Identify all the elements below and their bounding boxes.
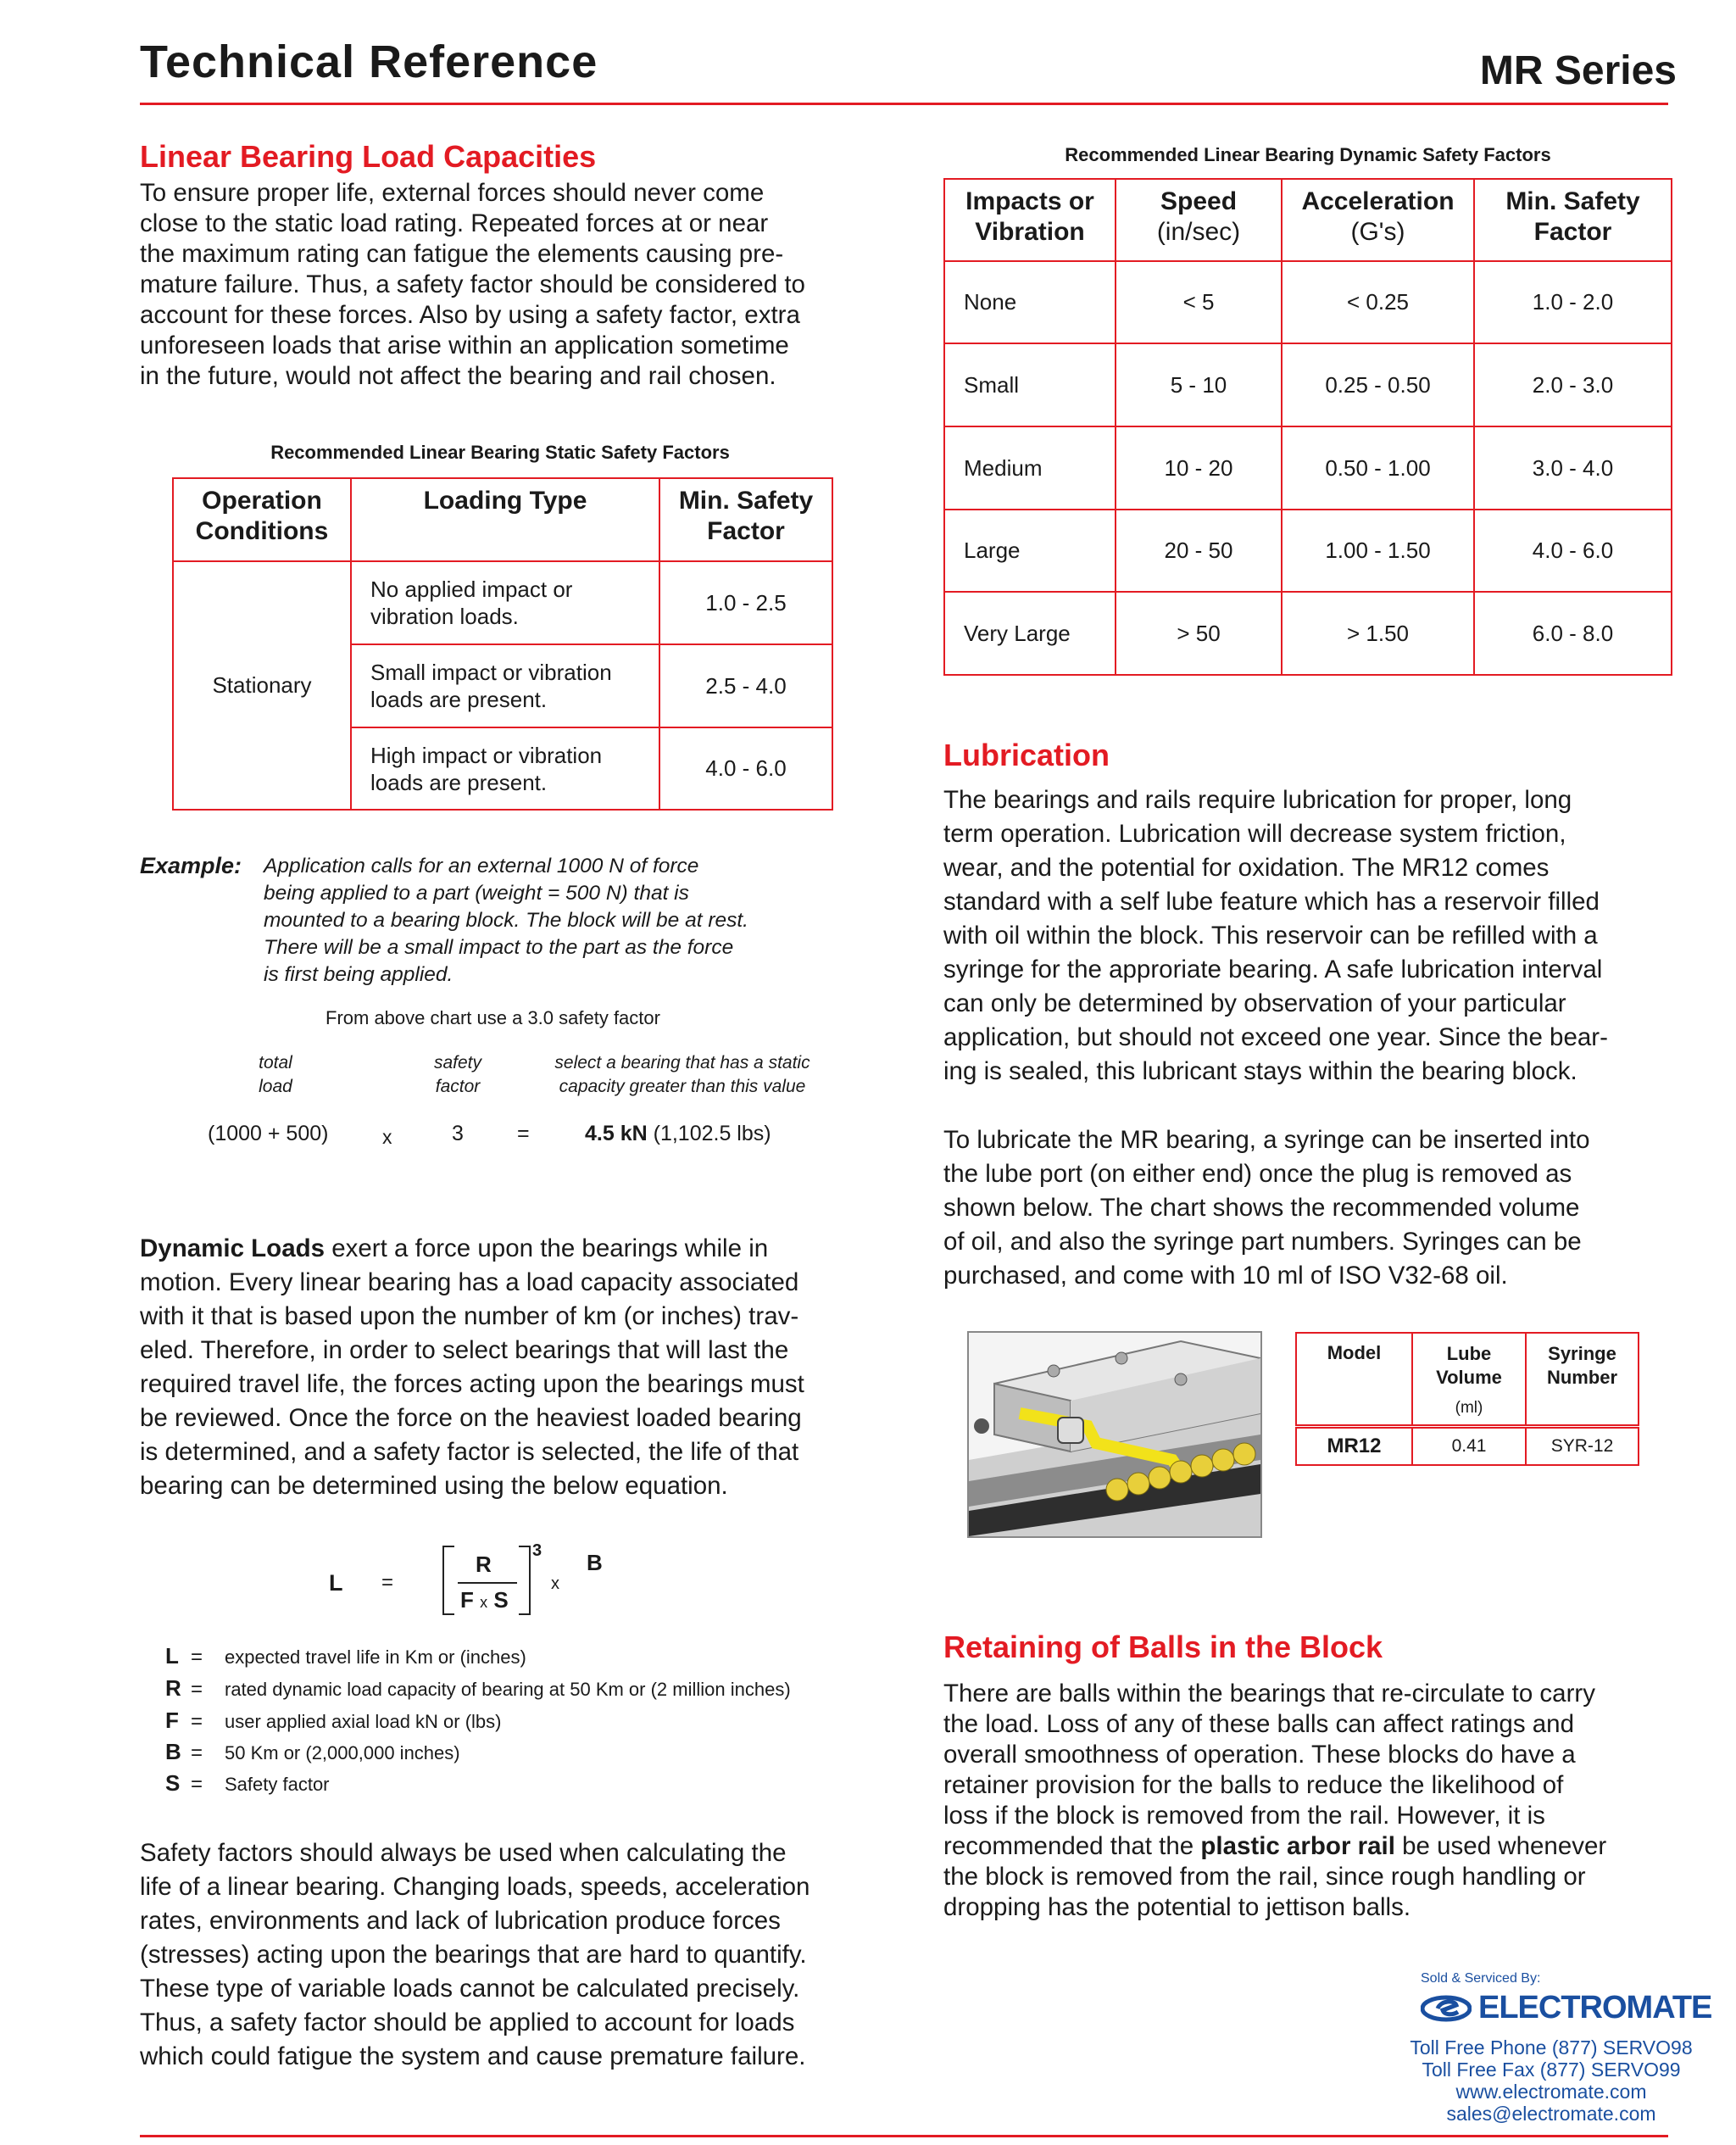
brand-name: ELECTROMATE <box>1478 1990 1712 2025</box>
dynamic-header: Speed (in/sec) <box>1116 179 1282 261</box>
eq-L: L <box>329 1570 343 1596</box>
lube-table <box>1295 1332 1639 1466</box>
dynamic-header: Min. Safety Factor <box>1474 179 1672 261</box>
lubrication-paragraph-1: The bearings and rails require lubrication for proper, long term operation. Lubrication will decrease system friction, wear, and the potential for oxidation. The MR12 comes standard with a self lube feature which has a reservoir filled with oil within the block. This reservoir can be refilled with a syringe for the approriate bearing. A safe lubrication interval can only be determined by observation of your particular application, but should not exceed one year. Since the bear- ing is sealed, this lubricant stays within the bearing block. <box>943 786 1608 1085</box>
dynamic-safety-table <box>943 178 1672 676</box>
definition-row: L = expected travel life in Km or (inches) <box>165 1643 526 1669</box>
eq-bracket-left <box>442 1546 454 1615</box>
example-label: Example: <box>140 853 242 878</box>
eq-R: R <box>476 1552 492 1577</box>
eq-B: B <box>587 1550 603 1575</box>
header-rule <box>140 103 1668 105</box>
calc-load: (1000 + 500) <box>208 1122 329 1145</box>
definition-row: F = user applied axial load kN or (lbs) <box>165 1708 502 1733</box>
eq-times-outer: x <box>551 1574 559 1593</box>
table-row: Medium 10 - 20 0.50 - 1.00 3.0 - 4.0 <box>944 426 1672 510</box>
static-row-factor: 2.5 - 4.0 <box>659 644 832 727</box>
footer-rule <box>140 2135 1668 2137</box>
lube-header-volume: Lube Volume (ml) <box>1412 1333 1526 1426</box>
static-header-loading: Loading Type <box>351 478 659 561</box>
static-table-caption: Recommended Linear Bearing Static Safety Factors <box>270 442 730 463</box>
dynamic-table-caption: Recommended Linear Bearing Dynamic Safety Factors <box>1065 144 1551 165</box>
intro-paragraph: To ensure proper life, external forces should never come close to the static load rating. Repeated forces at or near the maximum rating can fatigue the elements causing pre- mature failure. Thus, a safety factor should be considered to account for these forces. Also by using a safety factor, extra unforeseen loads that arise within an application sometime in the future, would not affect the bearing and rail chosen. <box>140 179 805 390</box>
retaining-bold-term: plastic arbor rail <box>1200 1832 1395 1860</box>
eq-exponent: 3 <box>532 1541 542 1560</box>
safety-factor-paragraph: Safety factors should always be used when calculating the life of a linear bearing. Changing loads, speeds, acceleration rates, environments and lack of lubrication produce forces (stresses) acting upon the bearings that are hard to quantify. These type of variable loads cannot be calculated precisely. Thus, a safety factor should be applied to account for loads which could fatigue the system and cause premature failure. <box>140 1839 810 2070</box>
retaining-paragraph: There are balls within the bearings that re-circulate to carry the load. Loss of any of these balls can affect ratings and overall smoothness of operation. These blocks do have a retainer provision for the balls to reduce the likelihood of loss if the block is removed from the rail. However, it is recommended that the plastic arbor rail be used whenever the block is removed from the rail, since rough handling or dropping has the potential to jettison balls. <box>943 1680 1607 1921</box>
definition-row: R = rated dynamic load capacity of bearing at 50 Km or (2 million inches) <box>165 1675 791 1701</box>
toll-free-phone: Toll Free Phone (877) SERVO98 <box>1410 2036 1693 2059</box>
calc-result-lbs: (1,102.5 lbs) <box>653 1122 771 1145</box>
lubrication-paragraph-2: To lubricate the MR bearing, a syringe can be inserted into the lube port (on either end) once the plug is removed as shown below. The chart shows the recommended volume of oil, and also the syringe part numbers. Syringes can be purchased, and come with 10 ml of ISO V32-68 oil. <box>943 1126 1590 1290</box>
static-condition-stationary: Stationary <box>173 561 351 810</box>
calc-result <box>585 1122 771 1146</box>
dynamic-header: Impacts or Vibration <box>944 179 1116 261</box>
series-label: MR Series <box>1479 48 1677 93</box>
table-row: MR12 0.41 SYR-12 <box>1296 1426 1639 1465</box>
page-title: Technical Reference <box>140 36 598 87</box>
static-safety-table <box>172 477 833 811</box>
static-header-conditions: Operation Conditions <box>173 478 351 561</box>
static-row-loading: Small impact or vibration loads are present. <box>351 644 659 727</box>
definition-row: B = 50 Km or (2,000,000 inches) <box>165 1739 460 1764</box>
eq-S: S <box>493 1587 509 1613</box>
table-row: Small 5 - 10 0.25 - 0.50 2.0 - 3.0 <box>944 343 1672 426</box>
dynamic-loads-lead: Dynamic Loads <box>140 1234 326 1262</box>
eq-fraction-bar <box>458 1582 517 1584</box>
calc-label-total: total load <box>259 1053 292 1096</box>
eq-denominator <box>460 1587 509 1613</box>
sold-by-label: Sold & Serviced By: <box>1421 1971 1541 1986</box>
lube-header-syringe: Syringe Number <box>1526 1333 1639 1426</box>
dynamic-loads-paragraph <box>140 1232 903 1503</box>
bearing-cutaway-image <box>969 1333 1260 1536</box>
section-heading-retaining: Retaining of Balls in the Block <box>943 1630 1383 1664</box>
email-link[interactable]: sales@electromate.com <box>1446 2103 1656 2125</box>
eq-times-inner: x <box>480 1594 488 1611</box>
calc-equals: = <box>517 1122 530 1145</box>
electromate-logo <box>1421 1990 1712 2029</box>
static-row-factor: 4.0 - 6.0 <box>659 727 832 810</box>
table-row: Very Large > 50 > 1.50 6.0 - 8.0 <box>944 592 1672 675</box>
calc-result-kn: 4.5 kN <box>585 1122 648 1145</box>
static-header-factor: Min. Safety Factor <box>659 478 832 561</box>
toll-free-fax: Toll Free Fax (877) SERVO99 <box>1422 2059 1681 2081</box>
website-link[interactable]: www.electromate.com <box>1455 2081 1647 2103</box>
definition-row: S = Safety factor <box>165 1770 330 1796</box>
calc-factor: 3 <box>452 1122 464 1145</box>
lube-header-model: Model <box>1296 1333 1412 1426</box>
example-chart-note: From above chart use a 3.0 safety factor <box>326 1007 660 1028</box>
eq-equals: = <box>381 1571 394 1594</box>
example-text: Application calls for an external 1000 N of force being applied to a part (weight = 500 N) that is mounted to a bearing block. The block will be at rest. There will be a small impact to the part as the force is first being applied. <box>264 855 748 986</box>
bearing-illustration <box>967 1331 1262 1538</box>
static-row-loading: No applied impact or vibration loads. <box>351 561 659 644</box>
calc-label-select: select a bearing that has a static capacity greater than this value <box>554 1053 810 1096</box>
eq-bracket-right <box>519 1546 531 1615</box>
section-heading-lubrication: Lubrication <box>943 738 1110 772</box>
dynamic-loads-text: exert a force upon the bearings while in motion. Every linear bearing has a load capacity associated with it that is based upon the number of km (or inches) trav- eled. Therefore, in order to select bearings that will last the required travel life, the forces acting upon the bearings must be reviewed. Once the force on the heaviest loaded bearing is determined, and a safety factor is selected, the life of that bearing can be determined using the below equation. <box>140 1234 804 1500</box>
section-heading-load-capacities: Linear Bearing Load Capacities <box>140 139 597 174</box>
electromate-logo-icon <box>1421 1992 1472 2025</box>
table-row: None < 5 < 0.25 1.0 - 2.0 <box>944 261 1672 343</box>
calc-label-safety: safety factor <box>433 1053 482 1096</box>
table-row: Large 20 - 50 1.00 - 1.50 4.0 - 6.0 <box>944 510 1672 592</box>
static-row-loading: High impact or vibration loads are present. <box>351 727 659 810</box>
static-row-factor: 1.0 - 2.5 <box>659 561 832 644</box>
calc-times: x <box>382 1126 392 1148</box>
eq-F: F <box>460 1587 474 1613</box>
dynamic-header: Acceleration (G's) <box>1282 179 1474 261</box>
